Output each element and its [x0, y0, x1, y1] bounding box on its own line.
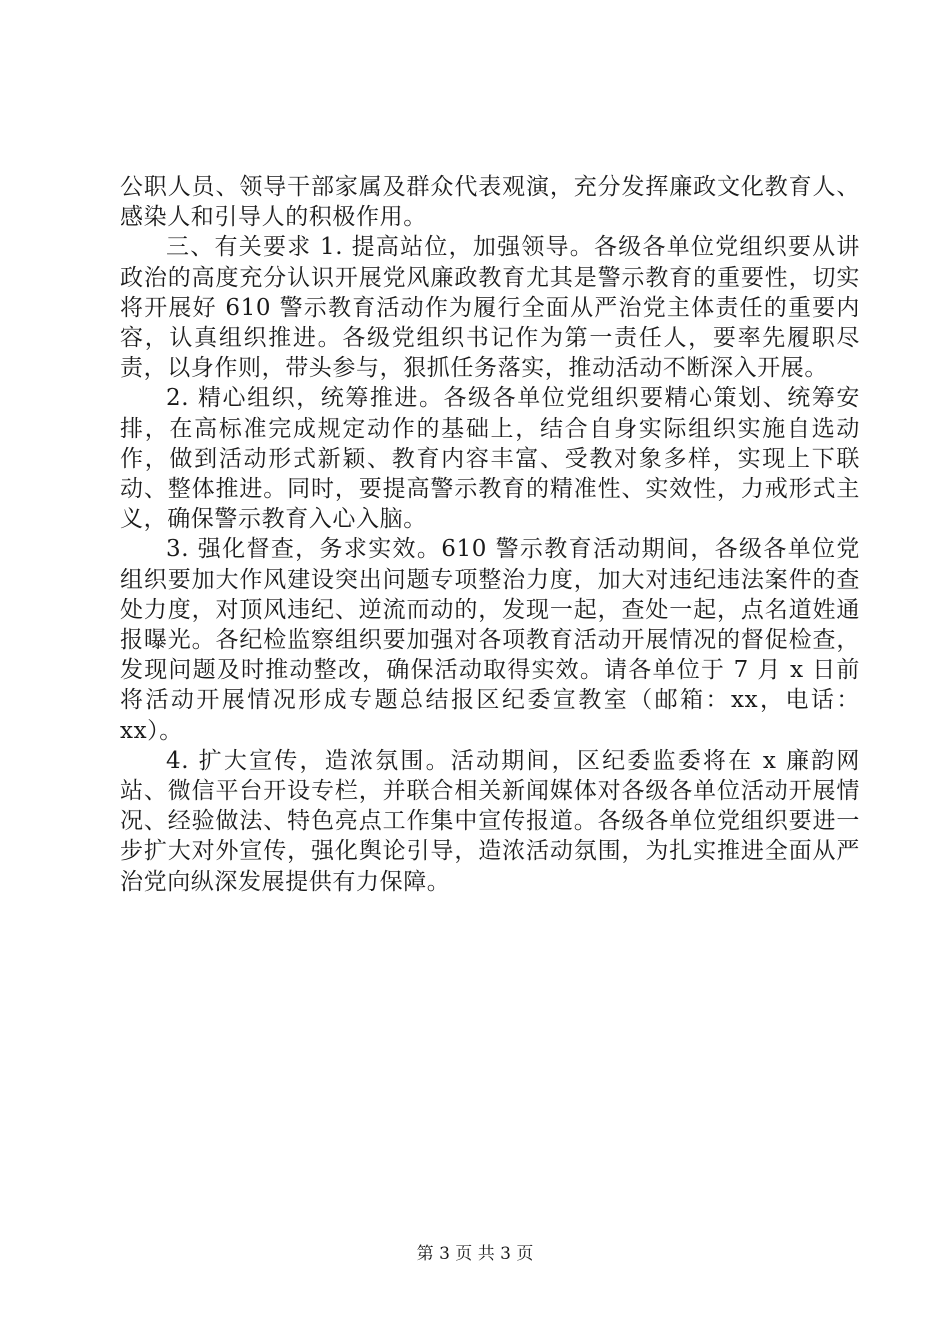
paragraph-supervise: 3. 强化督查，务求实效。610 警示教育活动期间，各级各单位党组织要加大作风建设突出问题专项整治力度，加大对违纪违法案件的查处力度，对顶风违纪、逆流而动的，发现一起，查处一起，点名道姓通报曝光。各纪检监察组织要加强对各项教育活动开展情况的督促检查，发现问题及时推动整改，确保活动取得实效。请各单位于 7 月 x 日前将活动开展情况形成专题总结报区纪委宣教室（邮箱：xx，电话：xx）。	[120, 536, 860, 744]
paragraph-requirements: 三、有关要求 1. 提高站位，加强领导。各级各单位党组织要从讲政治的高度充分认识开展党风廉政教育尤其是警示教育的重要性，切实将开展好 610 警示教育活动作为履行全面从严治党主体责任的重要内容，认真组织推进。各级党组织书记作为第一责任人，要率先履职尽责，以身作则，带头参与，狠抓任务落实，推动活动不断深入开展。	[120, 234, 860, 382]
page-footer: 第 3 页 共 3 页	[416, 1244, 534, 1264]
paragraph-publicity: 4. 扩大宣传，造浓氛围。活动期间，区纪委监委将在 x 廉韵网站、微信平台开设专栏，并联合相关新闻媒体对各级各单位活动开展情况、经验做法、特色亮点工作集中宣传报道。各级各单位党组织要进一步扩大对外宣传，强化舆论引导，造浓活动氛围，为扎实推进全面从严治党向纵深发展提供有力保障。	[120, 747, 860, 895]
paragraph-continuation: 公职人员、领导干部家属及群众代表观演，充分发挥廉政文化教育人、感染人和引导人的积极作用。	[120, 174, 860, 231]
paragraph-organize: 2. 精心组织，统筹推进。各级各单位党组织要精心策划、统筹安排，在高标准完成规定动作的基础上，结合自身实际组织实施自选动作，做到活动形式新颖、教育内容丰富、受教对象多样，实现上下联动、整体推进。同时，要提高警示教育的精准性、实效性，力戒形式主义，确保警示教育入心入脑。	[120, 385, 860, 533]
document-body	[120, 172, 860, 897]
